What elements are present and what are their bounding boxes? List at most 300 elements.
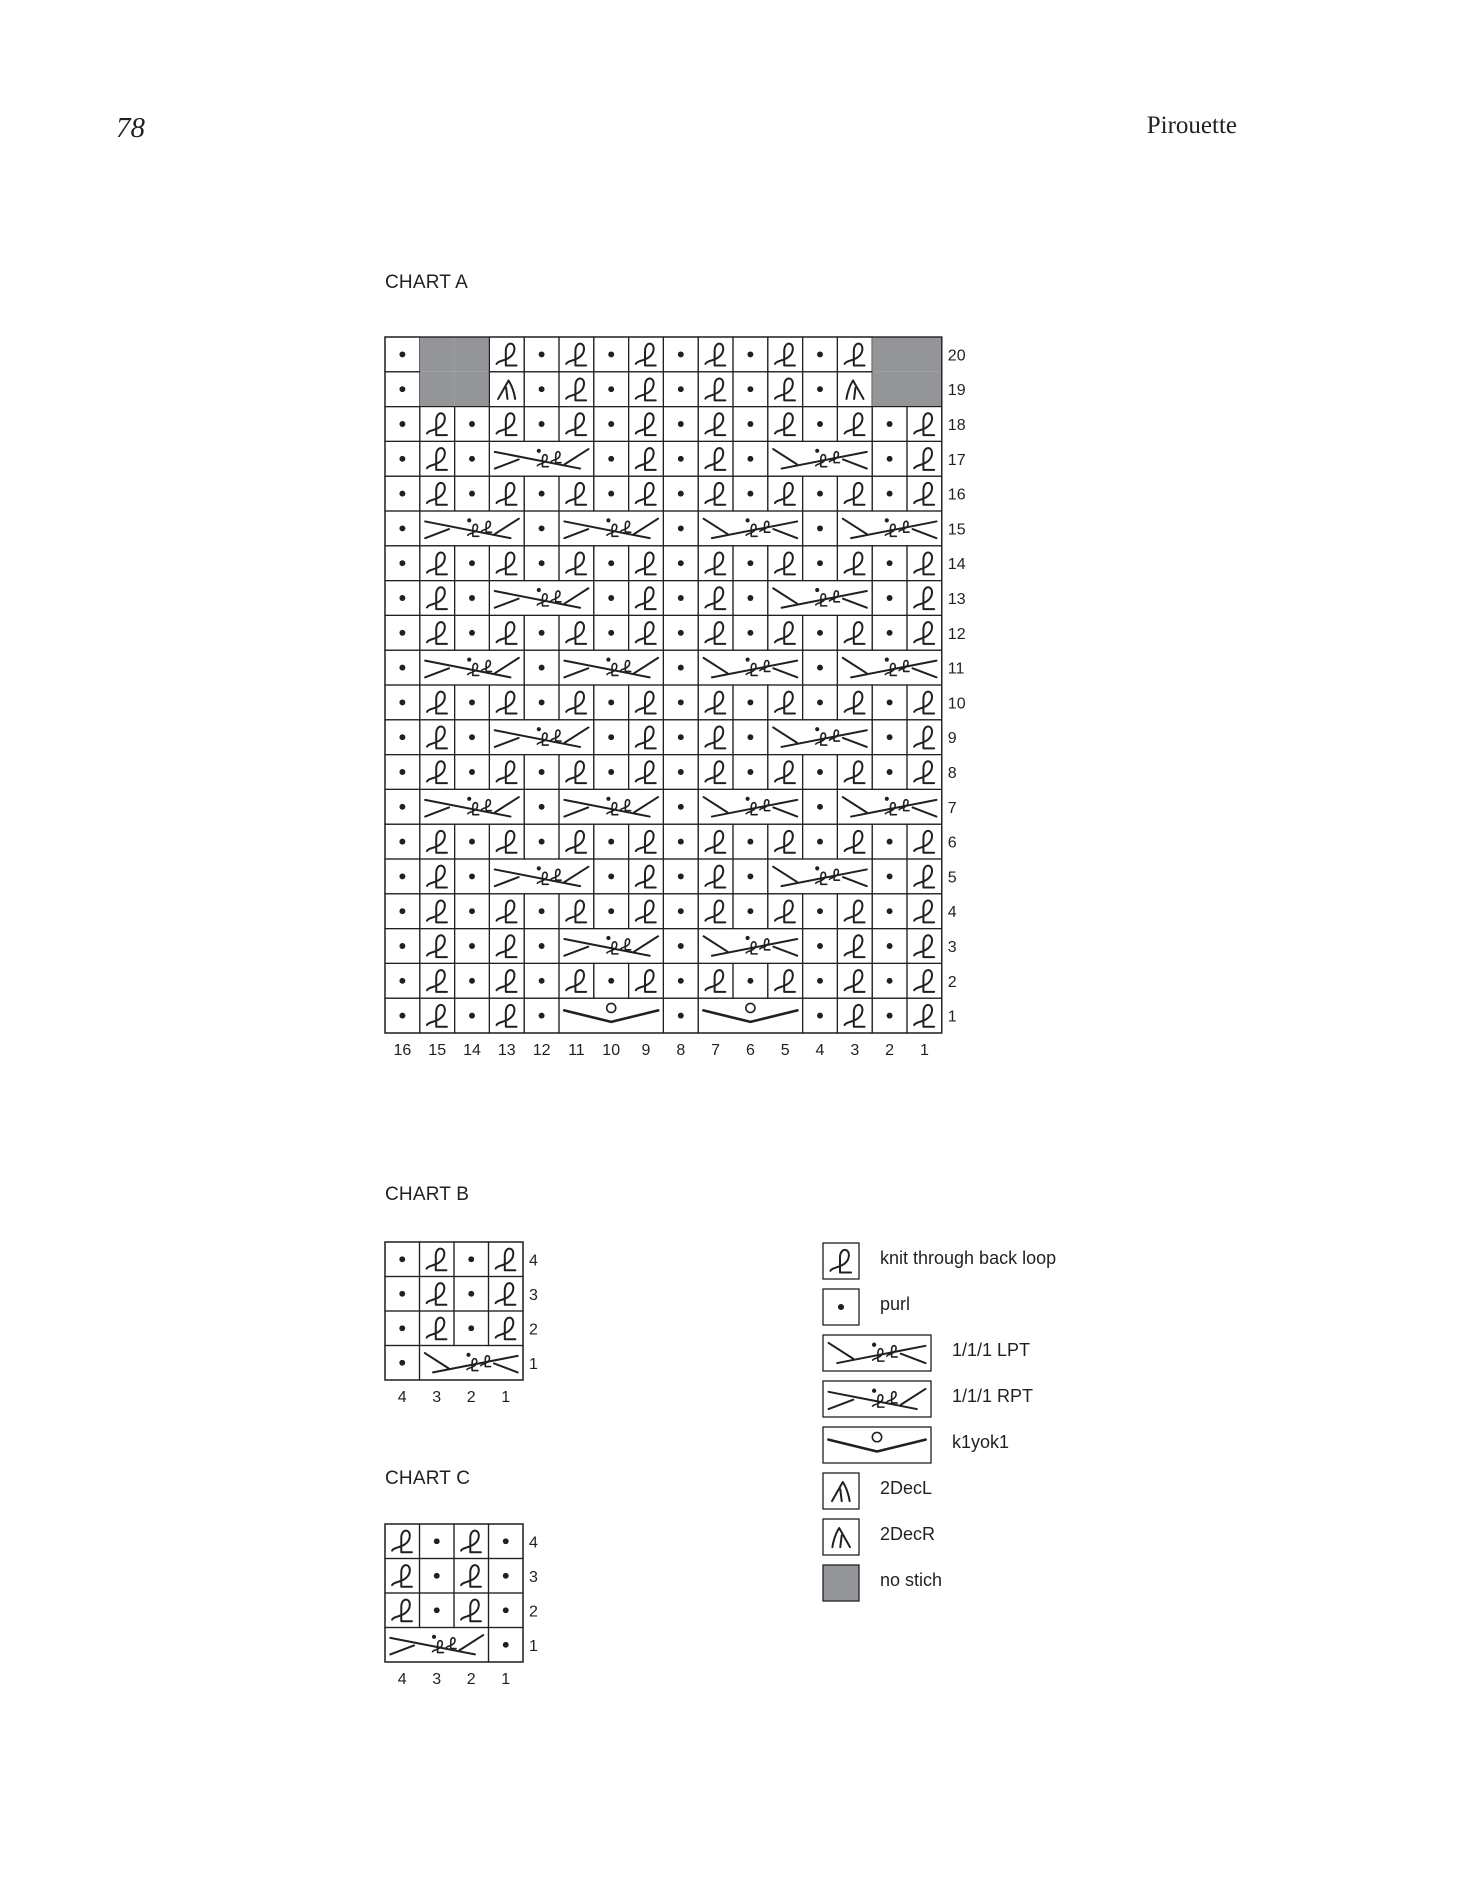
chart-a-stitch-p (747, 386, 753, 392)
key-symbol-k (822, 1242, 860, 1280)
chart-a-stitch-p (817, 386, 823, 392)
chart-a-stitch-ns (420, 337, 455, 372)
chart-a-column-number: 14 (463, 1042, 481, 1059)
chart-a-stitch-k (775, 622, 795, 644)
chart-c-stitch-k (392, 1600, 412, 1622)
chart-a-stitch-rpt (495, 449, 589, 469)
chart-a-stitch-k (497, 970, 517, 992)
chart-a-stitch-k (497, 344, 517, 366)
chart-a-stitch-k (845, 344, 865, 366)
chart-a-stitch-p (817, 630, 823, 636)
chart-a-stitch-p (608, 769, 614, 775)
chart-a-stitch-p (678, 665, 684, 671)
chart-a-stitch-k (636, 344, 656, 366)
chart-a-column-number: 5 (780, 1042, 790, 1059)
chart-c-stitch-k (461, 1600, 481, 1622)
chart-a-stitch-p (539, 351, 545, 357)
chart-a-stitch-p (539, 491, 545, 497)
chart-a-stitch-p (399, 873, 405, 879)
chart-a-stitch-p (539, 630, 545, 636)
chart-a-cell (768, 441, 872, 476)
chart-a-stitch-p (399, 386, 405, 392)
chart-a-row-number: 13 (947, 591, 966, 608)
chart-a-stitch-rpt (495, 727, 589, 747)
chart-b-stitch-k (427, 1283, 447, 1305)
chart-a-stitch-k (914, 622, 934, 644)
chart-a-stitch-k (705, 552, 725, 574)
chart-a-stitch-k (914, 483, 934, 505)
chart-a-stitch-k (914, 726, 934, 748)
chart-a-stitch-p (608, 873, 614, 879)
chart-a-stitch-p (817, 804, 823, 810)
chart-a-stitch-p (469, 699, 475, 705)
chart-a-stitch-lpt (843, 658, 937, 678)
chart-a-stitch-p (399, 1013, 405, 1019)
chart-a-stitch-k (566, 378, 586, 400)
chart-a-stitch-k (427, 622, 447, 644)
chart-a-cell (559, 929, 663, 964)
chart-a-stitch-p (399, 734, 405, 740)
chart-a-cell (698, 511, 802, 546)
chart-a-stitch-k (636, 413, 656, 435)
chart-a-stitch-p (539, 560, 545, 566)
chart-a-stitch-p (608, 421, 614, 427)
chart-a-stitch-ns (907, 337, 942, 372)
chart-a-stitch-p (608, 491, 614, 497)
chart-a-stitch-lpt (773, 727, 867, 747)
chart-a-stitch-p (678, 873, 684, 879)
chart-a-stitch-p (747, 978, 753, 984)
chart-a-stitch-k (914, 900, 934, 922)
chart-a-stitch-k (427, 413, 447, 435)
chart-a-stitch-lpt (704, 936, 798, 956)
chart-a-stitch-k (705, 831, 725, 853)
chart-a-stitch-k (427, 935, 447, 957)
chart-a-row-number: 10 (947, 695, 966, 713)
chart-a-stitch-k (705, 866, 725, 888)
chart-a-stitch-lpt (773, 449, 867, 469)
key-glyph (823, 1565, 859, 1601)
chart-a-stitch-p (817, 491, 823, 497)
chart-a-column-number: 15 (428, 1042, 447, 1059)
chart-a-stitch-p (678, 804, 684, 810)
key-glyph (829, 1389, 926, 1410)
chart-a-stitch-k (705, 448, 725, 470)
chart-c-stitch-p (503, 1538, 509, 1544)
chart-a-stitch-k (845, 900, 865, 922)
chart-a-row-number: 8 (947, 765, 957, 782)
chart-a-stitch-rpt (495, 866, 589, 886)
chart-a-cell (559, 789, 663, 824)
chart-a-row-number: 6 (947, 834, 957, 852)
chart-a-cell (837, 789, 941, 824)
chart-a-stitch-k (914, 761, 934, 783)
chart-a-stitch-p (469, 978, 475, 984)
chart-a-stitch-k (775, 970, 795, 992)
chart-a-stitch-p (608, 595, 614, 601)
chart-c-column-number: 4 (397, 1671, 407, 1688)
chart-a-stitch-k (566, 900, 586, 922)
chart-a-stitch-p (539, 839, 545, 845)
chart-c-stitch-k (461, 1531, 481, 1553)
chart-a-stitch-ns (872, 337, 907, 372)
key-label: 1/1/1 RPT (952, 1386, 1034, 1406)
key-glyph (830, 1250, 851, 1273)
chart-a-stitch-p (887, 908, 893, 914)
chart-a-stitch-p (747, 491, 753, 497)
chart-a-stitch-p (539, 525, 545, 531)
chart-a-stitch-p (678, 560, 684, 566)
key-symbol-ns (822, 1564, 860, 1602)
chart-c-stitch-p (503, 1573, 509, 1579)
chart-a-row-number: 7 (947, 799, 957, 817)
chart-a-stitch-k (845, 761, 865, 783)
chart-a-stitch-p (539, 804, 545, 810)
chart-a-stitch-k (566, 831, 586, 853)
chart-a-stitch-p (678, 351, 684, 357)
chart-a-stitch-p (747, 769, 753, 775)
chart-a-stitch-k (566, 761, 586, 783)
chart-a-stitch-p (399, 525, 405, 531)
chart-a-stitch-k (636, 970, 656, 992)
key-symbol-kyk (822, 1426, 932, 1464)
chart-a-stitch-p (887, 873, 893, 879)
chart-a-cell (837, 650, 941, 685)
chart-b-stitch-k (496, 1249, 516, 1271)
chart-a-column-number: 7 (711, 1042, 721, 1059)
chart-b-stitch-p (468, 1291, 474, 1297)
key-symbol-dl (822, 1472, 860, 1510)
chart-a-row-number: 18 (947, 417, 966, 434)
chart-c-row-number: 1 (529, 1637, 538, 1655)
key-label: knit through back loop (880, 1248, 1057, 1268)
chart-a-stitch-k (636, 761, 656, 783)
chart-a-stitch-p (678, 699, 684, 705)
chart-a-stitch-p (608, 908, 614, 914)
chart-a-stitch-p (817, 665, 823, 671)
chart-b-stitch-k (427, 1249, 447, 1271)
chart-a-stitch-p (678, 908, 684, 914)
chart-a-stitch-k (914, 831, 934, 853)
chart-c-stitch-p (434, 1607, 440, 1613)
chart-a-stitch-p (608, 456, 614, 462)
chart-a-stitch-p (887, 1013, 893, 1019)
chart-a-stitch-p (399, 699, 405, 705)
chart-a-stitch-p (887, 560, 893, 566)
chart-a-stitch-p (539, 769, 545, 775)
key-label: 2DecR (880, 1524, 936, 1544)
chart-a-stitch-k (845, 552, 865, 574)
chart-a-column-number: 3 (850, 1042, 860, 1059)
chart-a-stitch-k (775, 413, 795, 435)
chart-a-stitch-p (678, 769, 684, 775)
chart-a-stitch-p (747, 873, 753, 879)
chart-a-row-number: 19 (947, 382, 966, 400)
chart-a-stitch-rpt (564, 518, 658, 538)
chart-a-stitch-p (817, 943, 823, 949)
chart-a-stitch-p (747, 839, 753, 845)
chart-a-stitch-k (497, 1005, 517, 1027)
chart-a-stitch-k (845, 935, 865, 957)
chart-b-row-number: 2 (529, 1321, 538, 1339)
chart-a-stitch-k (705, 970, 725, 992)
chart-a-stitch-k (427, 587, 447, 609)
chart-a-stitch-k (705, 692, 725, 714)
chart-a-cell (420, 789, 524, 824)
chart-a-stitch-p (399, 630, 405, 636)
chart-a-stitch-p (887, 630, 893, 636)
chart-a-stitch-p (747, 351, 753, 357)
chart-a-stitch-p (399, 491, 405, 497)
chart-a-stitch-k (566, 552, 586, 574)
chart-a-stitch-p (539, 908, 545, 914)
key-label: purl (880, 1294, 911, 1314)
chart-a-stitch-p (608, 699, 614, 705)
chart-c-stitch-p (434, 1573, 440, 1579)
chart-a-stitch-k (566, 344, 586, 366)
chart-a-stitch-p (817, 908, 823, 914)
chart-a-column-number: 9 (641, 1042, 651, 1059)
chart-a-stitch-p (747, 630, 753, 636)
chart-a-stitch-k (775, 483, 795, 505)
chart-b-row-number: 3 (529, 1286, 538, 1304)
chart-a-stitch-k (705, 378, 725, 400)
chart-a-stitch-p (817, 525, 823, 531)
chart-a-stitch-p (399, 943, 405, 949)
chart-a-stitch-p (747, 421, 753, 427)
chart-a-stitch-k (775, 831, 795, 853)
chart-a-stitch-p (608, 978, 614, 984)
chart-b-grid (385, 1242, 523, 1380)
chart-b-stitch-p (399, 1256, 405, 1262)
chart-a-stitch-ns (872, 372, 907, 407)
chart-a-stitch-p (887, 595, 893, 601)
chart-a-stitch-k (845, 692, 865, 714)
chart-a-stitch-k (775, 692, 795, 714)
chart-a-stitch-k (705, 587, 725, 609)
chart-a-stitch-p (399, 804, 405, 810)
chart-a-stitch-p (539, 699, 545, 705)
chart-a-stitch-lpt (843, 797, 937, 817)
chart-a-stitch-p (469, 595, 475, 601)
key-symbol-lpt (822, 1334, 932, 1372)
chart-a-title: CHART A (385, 272, 469, 293)
chart-a-stitch-k (636, 726, 656, 748)
chart-a-stitch-p (678, 1013, 684, 1019)
chart-a-stitch-p (678, 491, 684, 497)
chart-a-stitch-p (747, 734, 753, 740)
chart-a-stitch-lpt (843, 518, 937, 538)
chart-a-stitch-k (705, 622, 725, 644)
chart-a-stitch-ns (907, 372, 942, 407)
chart-a-cell (559, 511, 663, 546)
chart-a-stitch-k (845, 970, 865, 992)
chart-a-stitch-kyk (703, 1003, 797, 1021)
chart-b-title: CHART B (385, 1184, 470, 1205)
key-label: k1yok1 (952, 1432, 1010, 1452)
chart-c-stitch-k (392, 1531, 412, 1553)
chart-a-stitch-p (817, 978, 823, 984)
key-symbol-rpt (822, 1380, 932, 1418)
chart-c-row-number: 4 (529, 1534, 538, 1552)
chart-a-cell (698, 789, 802, 824)
chart-a-stitch-k (427, 761, 447, 783)
chart-a-stitch-p (678, 421, 684, 427)
chart-a-stitch-p (817, 351, 823, 357)
chart-a-stitch-k (914, 935, 934, 957)
chart-a-stitch-k (636, 378, 656, 400)
chart-b-stitch-p (399, 1291, 405, 1297)
chart-a-row-number: 11 (947, 660, 965, 678)
chart-c-grid (385, 1524, 523, 1662)
chart-a-stitch-p (817, 560, 823, 566)
chart-a-stitch-k (775, 378, 795, 400)
chart-a-row-number: 3 (947, 939, 957, 956)
chart-b-column-number: 4 (397, 1389, 407, 1406)
chart-a-stitch-p (399, 560, 405, 566)
chart-a-stitch-p (678, 595, 684, 601)
chart-a-stitch-p (469, 456, 475, 462)
chart-a-stitch-p (399, 421, 405, 427)
chart-a-stitch-p (678, 525, 684, 531)
chart-a-stitch-ns (420, 372, 455, 407)
chart-a-row-number: 20 (947, 347, 966, 365)
chart-a-stitch-p (887, 456, 893, 462)
chart-a-stitch-p (399, 769, 405, 775)
chart-a-stitch-p (539, 421, 545, 427)
chart-a-stitch-p (539, 943, 545, 949)
chart-a-stitch-k (914, 970, 934, 992)
chart-a-stitch-p (817, 769, 823, 775)
chart-a-stitch-p (399, 665, 405, 671)
chart-a-stitch-p (817, 421, 823, 427)
chart-a-column-number: 1 (919, 1042, 929, 1059)
chart-a-stitch-p (608, 839, 614, 845)
chart-a-stitch-p (747, 456, 753, 462)
chart-a-stitch-k (636, 448, 656, 470)
chart-a-stitch-p (608, 560, 614, 566)
chart-a-cell (768, 720, 872, 755)
chart-a-column-number: 2 (885, 1042, 895, 1059)
chart-a-stitch-k (427, 692, 447, 714)
chart-b-cell (420, 1346, 524, 1381)
chart-a-column-number: 11 (568, 1042, 585, 1059)
chart-a-stitch-k (636, 483, 656, 505)
chart-c-stitch-p (434, 1538, 440, 1544)
chart-a-stitch-p (469, 1013, 475, 1019)
chart-a-stitch-k (566, 413, 586, 435)
chart-a-stitch-p (887, 734, 893, 740)
chart-a-stitch-rpt (425, 658, 519, 678)
chart-a-stitch-dr (846, 381, 863, 399)
chart-a-stitch-kyk (564, 1003, 658, 1021)
chart-a-stitch-p (678, 943, 684, 949)
chart-c-stitch-k (461, 1565, 481, 1587)
chart-a-stitch-lpt (704, 797, 798, 817)
chart-a-stitch-p (887, 978, 893, 984)
chart-a-stitch-ns (455, 337, 490, 372)
chart-a-stitch-k (636, 587, 656, 609)
chart-a-stitch-p (399, 351, 405, 357)
chart-a-grid (385, 337, 942, 1033)
chart-b-column-number: 3 (432, 1389, 442, 1406)
chart-a-column-number: 10 (602, 1042, 621, 1059)
chart-a-stitch-p (817, 839, 823, 845)
chart-a-stitch-rpt (564, 936, 658, 956)
chart-a-stitch-p (747, 595, 753, 601)
chart-a-stitch-k (427, 552, 447, 574)
chart-a-stitch-p (469, 839, 475, 845)
chart-a-stitch-k (497, 552, 517, 574)
chart-a-stitch-k (566, 622, 586, 644)
chart-a-row-number: 14 (947, 556, 966, 574)
chart-a-row-number: 15 (947, 521, 966, 539)
chart-a-stitch-p (608, 734, 614, 740)
chart-a-stitch-p (678, 839, 684, 845)
chart-a-stitch-p (399, 839, 405, 845)
chart-a-stitch-p (469, 943, 475, 949)
chart-a-stitch-k (497, 413, 517, 435)
chart-c-column-number: 3 (432, 1671, 442, 1688)
key-glyph (832, 1528, 850, 1547)
chart-c-cell (385, 1628, 489, 1663)
chart-a-stitch-k (427, 831, 447, 853)
chart-b-stitch-p (399, 1360, 405, 1366)
chart-a-stitch-p (469, 630, 475, 636)
chart-b-stitch-p (468, 1256, 474, 1262)
chart-a-stitch-ns (455, 372, 490, 407)
chart-a-stitch-p (678, 734, 684, 740)
chart-a-stitch-k (636, 552, 656, 574)
chart-a-stitch-p (887, 839, 893, 845)
chart-a-stitch-p (887, 699, 893, 705)
chart-a-stitch-k (427, 866, 447, 888)
chart-a-stitch-k (566, 692, 586, 714)
chart-a-stitch-k (497, 483, 517, 505)
key-symbol-dr (822, 1518, 860, 1556)
chart-a-stitch-k (427, 726, 447, 748)
chart-a-stitch-p (747, 908, 753, 914)
chart-a-stitch-p (469, 421, 475, 427)
key-glyph (832, 1482, 850, 1501)
chart-a-stitch-p (678, 386, 684, 392)
chart-c-stitch-rpt (390, 1635, 483, 1655)
chart-b-stitch-p (399, 1325, 405, 1331)
page-number: 78 (116, 112, 145, 144)
chart-a-stitch-k (427, 970, 447, 992)
chart-a-stitch-p (399, 978, 405, 984)
chart-a-stitch-k (497, 935, 517, 957)
chart-a-row-number: 9 (947, 730, 957, 748)
chart-a-stitch-k (705, 761, 725, 783)
key-symbol-p (822, 1288, 860, 1326)
chart-a-stitch-k (914, 692, 934, 714)
chart-a-stitch-lpt (704, 658, 798, 678)
chart-a-stitch-p (747, 699, 753, 705)
chart-b-stitch-k (496, 1318, 516, 1340)
chart-a-cell (698, 650, 802, 685)
chart-a-stitch-p (887, 491, 893, 497)
key-label: 1/1/1 LPT (952, 1340, 1031, 1360)
chart-a-column-number: 12 (532, 1042, 551, 1059)
chart-a-stitch-k (775, 552, 795, 574)
chart-c-column-number: 2 (466, 1671, 476, 1688)
chart-a-column-number: 4 (815, 1042, 825, 1059)
chart-a-cell (698, 929, 802, 964)
chart-c-stitch-p (503, 1607, 509, 1613)
chart-a-stitch-k (705, 344, 725, 366)
chart-a-stitch-k (914, 552, 934, 574)
